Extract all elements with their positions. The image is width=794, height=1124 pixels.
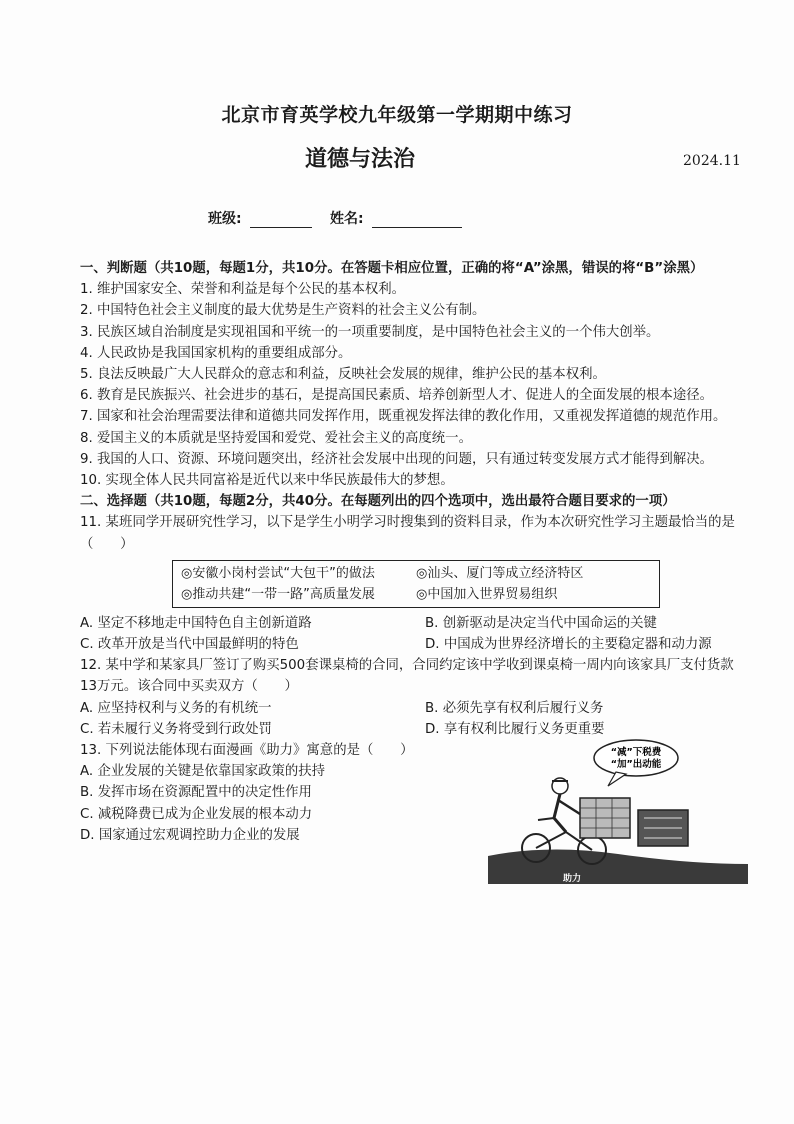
speech-bubble bbox=[594, 740, 678, 776]
material-item: ◎推动共建“一带一路”高质量发展 bbox=[181, 586, 375, 602]
judge-item-7: 7. 国家和社会治理需要法律和道德共同发挥作用，既重视发挥法律的教化作用，又重视发挥道德的规范作用。 bbox=[80, 409, 727, 425]
q13-stem: 13. 下列说法能体现右面漫画《助力》寓意的是（ ） bbox=[80, 743, 414, 759]
q13-block bbox=[80, 740, 746, 885]
q13-option-d: D. 国家通过宏观调控助力企业的发展 bbox=[80, 827, 300, 843]
page-title: 北京市育英学校九年级第一学期期中练习 bbox=[221, 104, 573, 126]
zhuli-cartoon bbox=[488, 736, 748, 884]
class-blank[interactable] bbox=[250, 213, 312, 228]
q11-option-c: C. 改革开放是当代中国最鲜明的特色 bbox=[80, 637, 299, 653]
judge-item-4: 4. 人民政协是我国国家机构的重要组成部分。 bbox=[80, 345, 352, 361]
rider-arm bbox=[558, 800, 580, 814]
q12-stem: 12. 某中学和某家具厂签订了购买500套课桌椅的合同，合同约定该中学收到课桌椅一周内向该家具厂支付货款13万元。该合同中买卖双方（ ） bbox=[80, 658, 734, 695]
exam-date: 2024.11 bbox=[683, 153, 741, 169]
judge-item-3: 3. 民族区域自治制度是实现祖国和平统一的一项重要制度，是中国特色社会主义的一个伟大创举。 bbox=[80, 324, 660, 340]
q11-options bbox=[80, 613, 746, 655]
name-field bbox=[330, 208, 462, 228]
section2-heading: 二、选择题（共10题，每题2分，共40分。在每题列出的四个选项中，选出最符合题目要求的一项） bbox=[80, 494, 676, 510]
exam-content bbox=[80, 258, 746, 885]
hill-shape bbox=[488, 850, 748, 885]
q11-material-box bbox=[172, 560, 660, 608]
judge-item-8: 8. 爱国主义的本质就是坚持爱国和爱党、爱社会主义的高度统一。 bbox=[80, 430, 472, 446]
judge-item-9: 9. 我国的人口、资源、环境问题突出，经济社会发展中出现的问题，只有通过转变发展方式才能得到解决。 bbox=[80, 451, 713, 467]
q11-option-b: B. 创新驱动是决定当代中国命运的关键 bbox=[425, 615, 657, 631]
q11-stem: 11. 某班同学开展研究性学习，以下是学生小明学习时搜集到的资料目录，作为本次研究性学习主题最恰当的是（ ） bbox=[80, 515, 735, 552]
bubble-text-2: “加”出动能 bbox=[610, 759, 662, 771]
class-label: 班级: bbox=[208, 211, 242, 227]
judge-item-10: 10. 实现全体人民共同富裕是近代以来中华民族最伟大的梦想。 bbox=[80, 473, 454, 489]
material-item: ◎中国加入世界贸易组织 bbox=[416, 586, 558, 602]
material-item: ◎安徽小岗村尝试“大包干”的做法 bbox=[181, 565, 375, 581]
q11-option-a: A. 坚定不移地走中国特色自主创新道路 bbox=[80, 615, 312, 631]
q13-option-c: C. 减税降费已成为企业发展的根本动力 bbox=[80, 806, 313, 822]
q13-option-a: A. 企业发展的关键是依靠国家政策的扶持 bbox=[80, 764, 326, 780]
name-label: 姓名: bbox=[330, 211, 364, 227]
name-blank[interactable] bbox=[372, 213, 462, 228]
cartoon-caption: 助力 bbox=[562, 874, 582, 885]
judge-item-5: 5. 良法反映最广大人民群众的意志和利益，反映社会发展的规律，维护公民的基本权利。 bbox=[80, 367, 606, 383]
q13-option-b: B. 发挥市场在资源配置中的决定性作用 bbox=[80, 785, 312, 801]
judge-item-6: 6. 教育是民族振兴、社会进步的基石，是提高国民素质、培养创新型人才、促进人的全面发展的根本途径。 bbox=[80, 388, 713, 404]
bubble-text-1: “减”下税费 bbox=[610, 747, 662, 759]
subject-title: 道德与法治 bbox=[305, 147, 416, 172]
rider-body bbox=[554, 794, 566, 832]
judge-item-1: 1. 维护国家安全、荣誉和利益是每个公民的基本权利。 bbox=[80, 282, 406, 298]
q12-options bbox=[80, 698, 746, 740]
bubble-tail bbox=[608, 772, 626, 786]
q12-option-d: D. 享有权利比履行义务更重要 bbox=[425, 721, 605, 737]
q12-option-b: B. 必须先享有权利后履行义务 bbox=[425, 700, 604, 716]
section1-heading: 一、判断题（共10题，每题1分，共10分。在答题卡相应位置，正确的将“A”涂黑，错误的将“B”涂黑） bbox=[80, 261, 704, 276]
judge-item-2: 2. 中国特色社会主义制度的最大优势是生产资料的社会主义公有制。 bbox=[80, 303, 486, 319]
q12-option-a: A. 应坚持权利与义务的有机统一 bbox=[80, 700, 272, 716]
class-field bbox=[208, 208, 312, 228]
q11-option-d: D. 中国成为世界经济增长的主要稳定器和动力源 bbox=[425, 637, 712, 653]
material-item: ◎汕头、厦门等成立经济特区 bbox=[416, 565, 584, 581]
q12-option-c: C. 若未履行义务将受到行政处罚 bbox=[80, 721, 272, 737]
